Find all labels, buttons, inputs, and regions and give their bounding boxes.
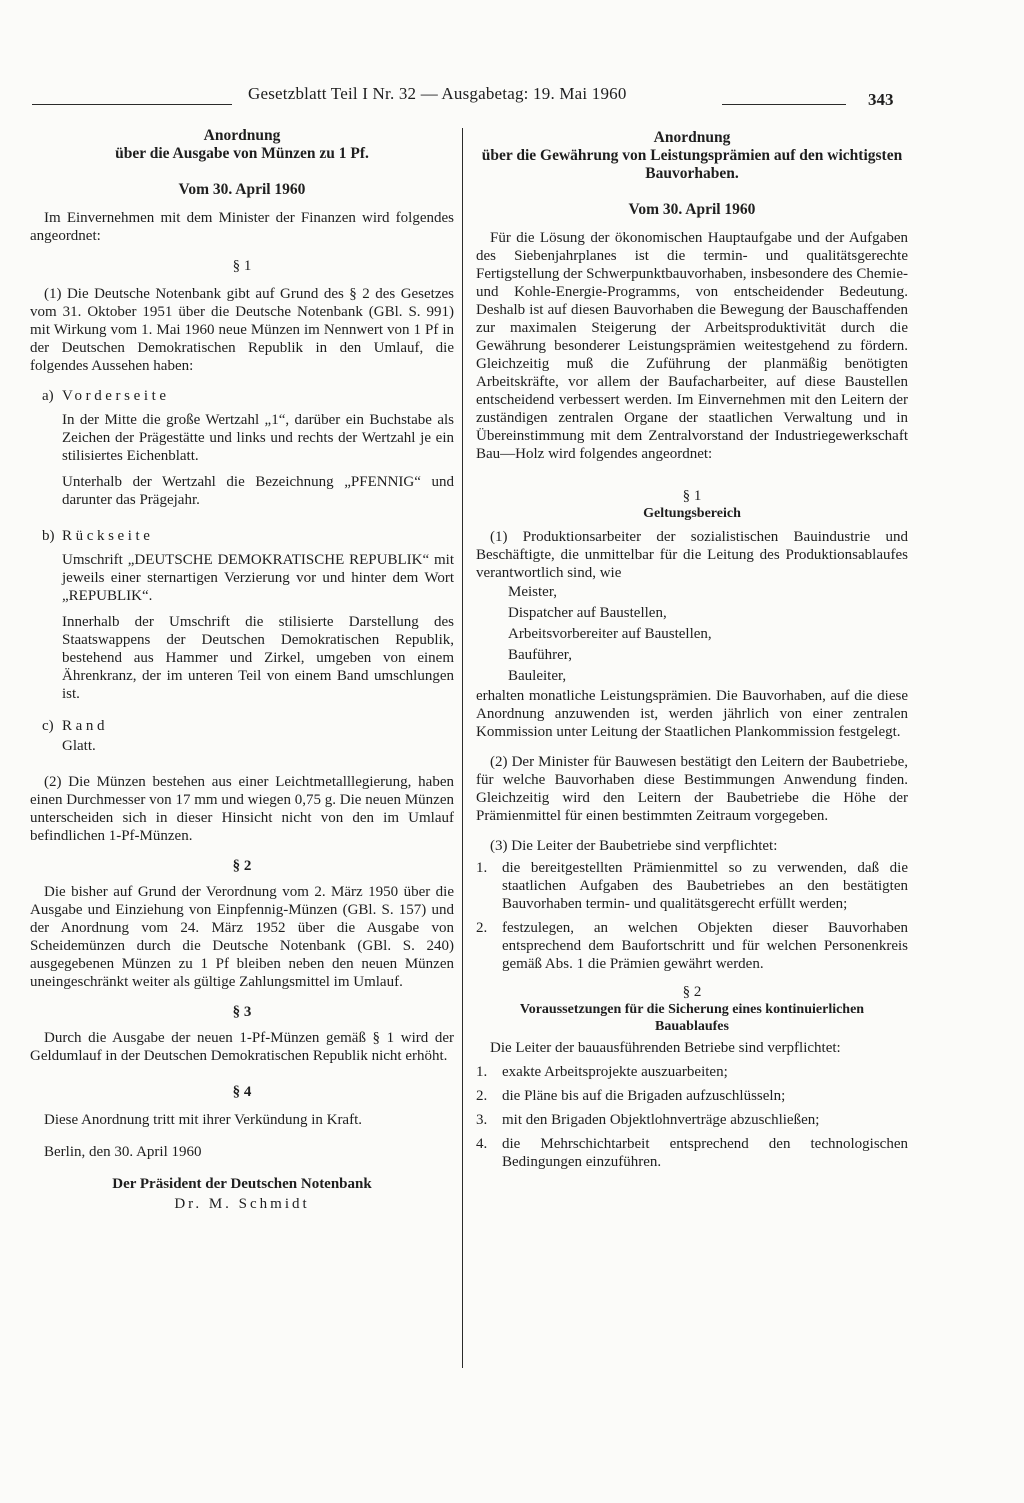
left-section-3-text: Durch die Ausgabe der neuen 1-Pf-Münzen gemäß § 1 wird der Geldumlauf in der Deutschen Demokratischen Republik nicht erhöht. (30, 1030, 454, 1064)
item-b-title: Rückseite (62, 528, 154, 544)
item-number: 2. (476, 920, 488, 936)
left-section-1-heading: § 1 (232, 258, 252, 274)
left-section-1-para-1: (1) Die Deutsche Notenbank gibt auf Grund des § 2 des Gesetzes vom 31. Oktober 1951 über die Deutsche Notenbank (GBl. S. 991) mit Wirkung vom 1. Mai 1960 neue Münzen im Nennwert von 1 Pf in der Deutschen Demokratischen Republik in den Umlauf, die folgendes Aussehen haben: (30, 286, 454, 374)
left-section-2-heading: § 2 (232, 858, 252, 874)
right-subject: über die Gewährung von Leistungsprämien auf den wichtigsten Bauvorhaben. (481, 147, 903, 182)
item-a (30, 387, 454, 405)
right-title: Anordnung (653, 129, 731, 146)
numbered-item (476, 1087, 908, 1105)
item-b (30, 527, 454, 545)
item-c (30, 717, 454, 735)
numbered-item (476, 1111, 908, 1129)
right-section-1-para-1: (1) Produktionsarbeiter der sozialistischen Bauindustrie und Beschäftigte, die unmittelbar für die Leitung des Produktionsablaufes verantwortlich sind, wie (476, 529, 908, 581)
obligations-list (476, 1063, 908, 1171)
duties-list (476, 859, 908, 973)
right-column (476, 129, 908, 1171)
item-a-text-1: In der Mitte die große Wertzahl „1“, darüber ein Buchstabe als Zeichen der Prägestätte und links und rechts der Wertzahl je ein stilisiertes Eichenblatt. (62, 412, 454, 464)
right-section-2-intro: Die Leiter der bauausführenden Betriebe sind verpflichtet: (490, 1040, 841, 1056)
left-subject: über die Ausgabe von Münzen zu 1 Pf. (115, 145, 369, 162)
item-number: 4. (476, 1136, 488, 1152)
item-b-text-1: Umschrift „DEUTSCHE DEMOKRATISCHE REPUBLIK“ mit jeweils einer sternartigen Verzierung vor und hinter dem Wort „REPUBLIK“. (62, 552, 454, 604)
role-item: Dispatcher auf Baustellen, (508, 605, 667, 621)
item-number: 1. (476, 1064, 488, 1080)
item-a-text-2: Unterhalb der Wertzahl die Bezeichnung „PFENNIG“ und darunter das Prägejahr. (62, 474, 454, 508)
role-item: Arbeitsvorbereiter auf Baustellen, (508, 626, 712, 642)
right-section-1-heading: § 1 (682, 488, 702, 504)
left-column (30, 127, 454, 1213)
right-section-1-para-3: (3) Die Leiter der Baubetriebe sind verpflichtet: (490, 838, 778, 854)
right-section-2-heading: § 2 (682, 984, 702, 1000)
left-title: Anordnung (203, 127, 281, 144)
roles-list (476, 582, 908, 687)
role-item: Bauführer, (508, 647, 572, 663)
item-c-title: Rand (62, 718, 109, 734)
role-item: Bauleiter, (508, 668, 567, 684)
left-section-1-para-2: (2) Die Münzen bestehen aus einer Leichtmetalllegierung, haben einen Durchmesser von 17 mm und wiegen 0,75 g. Die neuen Münzen unterscheiden sich in dieser Hinsicht nicht von den im Umlauf befindlichen 1-Pf-Münzen. (30, 774, 454, 844)
signer-name: Dr. M. Schmidt (174, 1196, 310, 1212)
left-date: Vom 30. April 1960 (178, 181, 306, 198)
left-intro: Im Einvernehmen mit dem Minister der Finanzen wird folgendes angeordnet: (30, 210, 454, 244)
left-section-4-text: Diese Anordnung tritt mit ihrer Verkündung in Kraft. (44, 1112, 363, 1128)
right-section-1-subheading: Geltungsbereich (643, 506, 741, 521)
right-section-1-para-1-cont: erhalten monatliche Leistungsprämien. Die Bauvorhaben, auf die diese Anordnung anzuwenden ist, werden jährlich von einer zentralen Kommission unter Leitung der Staatlichen Plankommission festgelegt. (476, 688, 908, 740)
numbered-item (476, 1135, 908, 1171)
left-section-3-heading: § 3 (232, 1004, 252, 1020)
header-rule-left (32, 104, 232, 105)
numbered-item (476, 919, 908, 973)
column-divider (462, 128, 463, 1368)
item-text: die Pläne bis auf die Brigaden aufzuschlüsseln; (502, 1088, 786, 1104)
place-and-date: Berlin, den 30. April 1960 (44, 1144, 202, 1160)
item-text: exakte Arbeitsprojekte auszuarbeiten; (502, 1064, 728, 1080)
left-section-2-text: Die bisher auf Grund der Verordnung vom 2. März 1950 über die Ausgabe und Einziehung von Einpfennig-Münzen (GBl. S. 157) und der Anordnung vom 24. März 1952 über die Ausgabe von Scheidemünzen durch die Deutsche Notenbank (GBl. S. 240) ausgegebenen Münzen zu 1 Pf bleiben neben den neuen Münzen uneingeschränkt weiter als gültige Zahlungsmittel im Umlauf. (30, 884, 454, 990)
item-b-label: b) (42, 528, 55, 544)
item-text: mit den Brigaden Objektlohnverträge abzuschließen; (502, 1112, 820, 1128)
numbered-item (476, 859, 908, 913)
item-number: 2. (476, 1088, 488, 1104)
role-item: Meister, (508, 584, 557, 600)
header-rule-right (722, 104, 846, 105)
page-number: 343 (868, 90, 894, 109)
item-a-label: a) (42, 388, 54, 404)
right-intro: Für die Lösung der ökonomischen Hauptaufgabe und der Aufgaben des Siebenjahrplanes ist die termin- und qualitätsgerechte Fertigstellung der Schwerpunktbauvorhaben, insbesondere des Chemie- und Kohle-Energie-Programms, von entscheidender Bedeutung. Deshalb ist auf diesen Bauvorhaben die Bewegung der Bauschaffenden zur maximalen Steigerung der Arbeitsproduktivität durch die Gewährung besonderer Leistungsprämien weitestgehend zu fördern. Gleichzeitig muß die Zuführung der planmäßig benötigten Arbeitskräfte, vor allem der Baufacharbeiter, auf diese Baustellen entscheidend verbessert werden. Im Einvernehmen mit den Leitern der zuständigen zentralen Organe der staatlichen Verwaltung und in Übereinstimmung mit dem Zentralvorstand der Industriegewerkschaft Bau—Holz wird folgendes angeordnet: (476, 230, 908, 462)
item-number: 3. (476, 1112, 488, 1128)
item-number: 1. (476, 860, 488, 876)
running-header: Gesetzblatt Teil I Nr. 32 — Ausgabetag: 19. Mai 1960 (248, 84, 627, 103)
item-text: die bereitgestellten Prämienmittel so zu verwenden, daß die staatlichen Aufgaben des Baubetriebes an den bestätigten Bauvorhaben termin- und qualitätsgerecht erfüllt werden; (502, 860, 908, 912)
item-b-text-2: Innerhalb der Umschrift die stilisierte Darstellung des Staatswappens der Deutschen Demokratischen Republik, bestehend aus Hammer und Zirkel, umgeben von einem Ährenkranz, der im unteren Teil von einem Band umschlungen ist. (62, 614, 454, 702)
left-section-4-heading: § 4 (232, 1084, 252, 1100)
signer-title: Der Präsident der Deutschen Notenbank (112, 1176, 372, 1192)
item-a-title: Vorderseite (62, 388, 170, 404)
item-text: die Mehrschichtarbeit entsprechend den technologischen Bedingungen einzuführen. (502, 1136, 908, 1170)
right-section-2-subheading: Voraussetzungen für die Sicherung eines kontinuierlichen Bauablaufes (519, 1002, 865, 1034)
item-c-label: c) (42, 718, 54, 734)
numbered-item (476, 1063, 908, 1081)
item-c-text: Glatt. (62, 738, 96, 754)
right-date: Vom 30. April 1960 (628, 201, 756, 218)
item-text: festzulegen, an welchen Objekten dieser Bauvorhaben entsprechend dem Baufortschritt und für welchen Personenkreis gemäß Abs. 1 die Prämien gewährt werden. (502, 920, 908, 972)
right-section-1-para-2: (2) Der Minister für Bauwesen bestätigt den Leitern der Baubetriebe, für welche Bauvorhaben diese Bestimmungen Anwendung finden. Gleichzeitig wird den Leitern der Baubetriebe die Höhe der Prämienmittel für einen bestimmten Zeitraum vorgegeben. (476, 754, 908, 824)
